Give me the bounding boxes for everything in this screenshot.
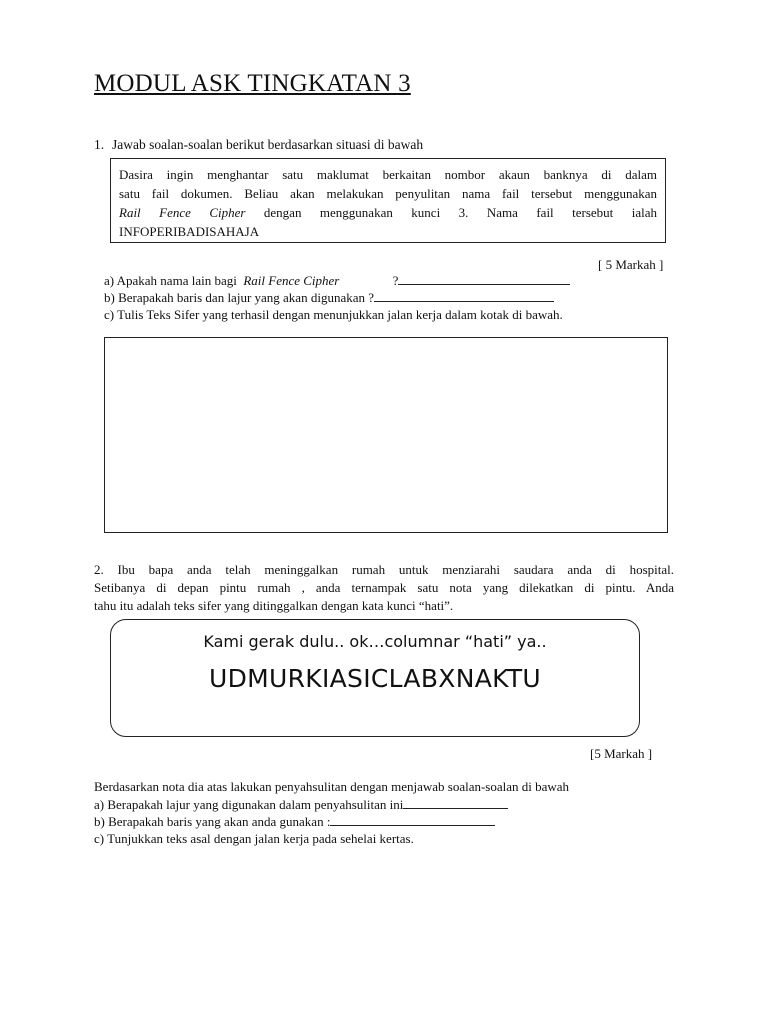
question-1a [104, 273, 570, 289]
question-1-marks: [ 5 Markah ] [598, 257, 664, 272]
question-2c: c) Tunjukkan teks asal dengan jalan kerja pada sehelai kertas. [94, 831, 414, 846]
cipher-text: UDMURKIASICLABXNAKTU [208, 664, 542, 693]
answer-line-2a[interactable] [403, 797, 508, 809]
answer-box[interactable] [104, 337, 668, 533]
question-2-line-2: Setibanya di depan pintu rumah , anda ternampak satu nota yang dilekatkan di pintu. Anda [94, 580, 674, 595]
question-1a-italic: Rail Fence Cipher [243, 273, 340, 288]
question-2-instruction: Berdasarkan nota dia atas lakukan penyahsulitan dengan menjawab soalan-soalan di bawah [94, 779, 570, 794]
page-title: MODUL ASK TINGKATAN 3 [94, 70, 411, 97]
question-1b [104, 290, 554, 306]
question-2b [94, 814, 495, 830]
scenario-line-3 [119, 203, 657, 222]
question-2-marks: [5 Markah ] [590, 746, 653, 761]
scenario-line-1: Dasira ingin menghantar satu maklumat berkaitan nombor akaun banknya di dalam [119, 167, 657, 182]
answer-line-2b[interactable] [330, 814, 495, 826]
answer-line-1b[interactable] [374, 290, 554, 302]
question-1b-text: b) Berapakah baris dan lajur yang akan digunakan ? [104, 290, 375, 305]
note-message: Kami gerak dulu.. ok…columnar “hati” ya.. [203, 632, 547, 651]
question-1-text: Jawab soalan-soalan berikut berdasarkan situasi di bawah [112, 137, 424, 152]
answer-line-1a[interactable] [398, 273, 570, 285]
question-2a [94, 797, 508, 813]
question-2-line-3: tahu itu adalah teks sifer yang ditinggalkan dengan kata kunci “hati”. [94, 598, 454, 613]
scenario-line-4: INFOPERIBADISAHAJA [119, 224, 260, 239]
scenario-line-3-rest: dengan menggunakan kunci 3. Nama fail tersebut ialah [245, 205, 658, 220]
question-2a-text: a) Berapakah lajur yang digunakan dalam penyahsulitan ini [94, 797, 404, 812]
question-1-prompt [94, 137, 423, 153]
question-1a-qmark: ? [392, 273, 399, 288]
scenario-box [110, 158, 666, 243]
cipher-note [110, 619, 640, 737]
question-1a-text: a) Apakah nama lain bagi [104, 273, 237, 288]
question-1-number: 1. [94, 137, 105, 152]
scenario-line-2: satu fail dokumen. Beliau akan melakukan penyulitan nama fail tersebut menggunakan [119, 186, 657, 201]
question-2b-text: b) Berapakah baris yang akan anda gunakan : [94, 814, 331, 829]
question-1c: c) Tulis Teks Sifer yang terhasil dengan menunjukkan jalan kerja dalam kotak di bawah. [104, 307, 563, 322]
cipher-name: Rail Fence Cipher [119, 205, 246, 220]
question-2-text [94, 561, 674, 615]
question-2-line-1: 2. Ibu bapa anda telah meninggalkan rumah untuk menziarahi saudara anda di hospital. [94, 562, 674, 577]
